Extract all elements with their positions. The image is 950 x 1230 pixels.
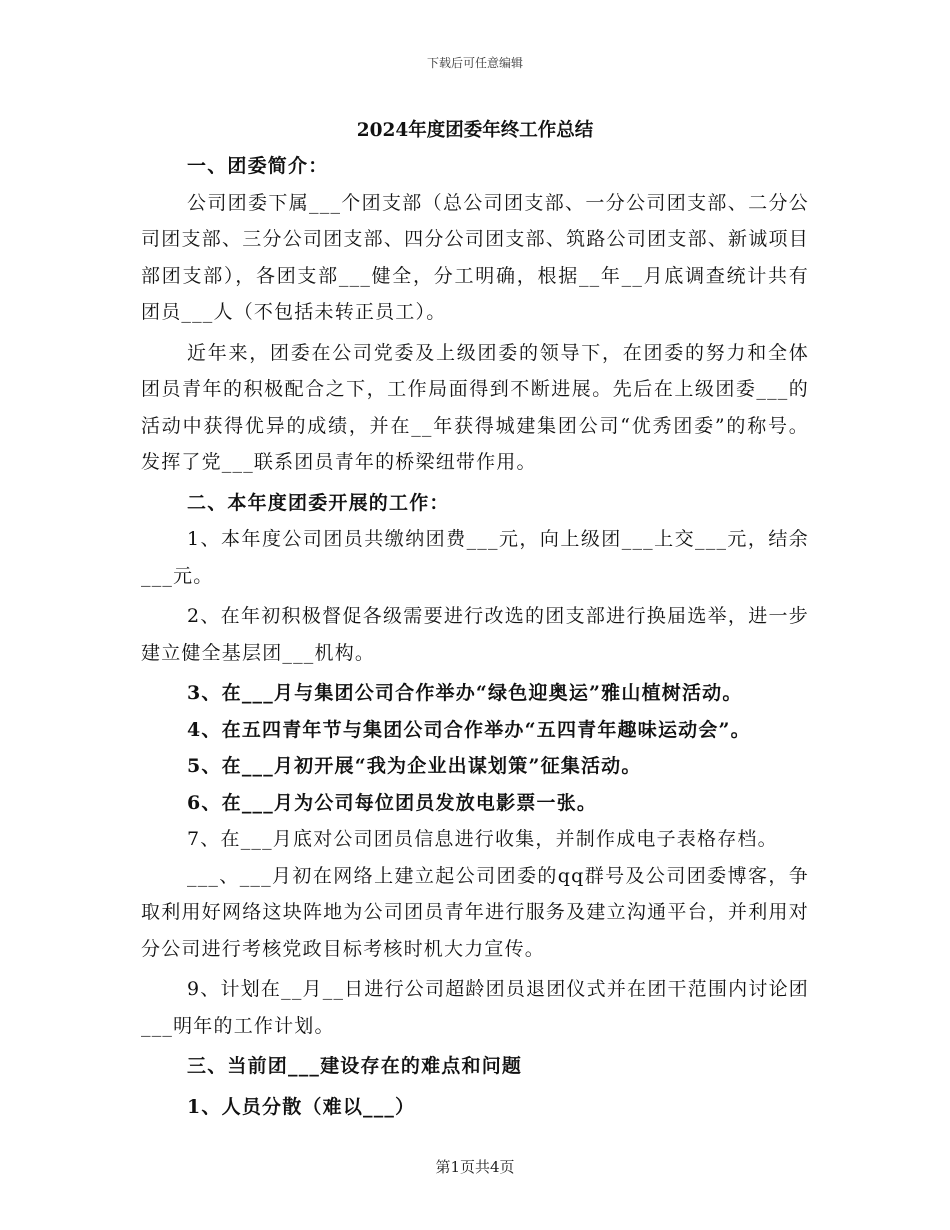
- page-header-note: 下载后可任意编辑: [426, 56, 523, 70]
- list-item-5: 5、在___月初开展“我为企业出谋划策”征集活动。: [187, 755, 642, 777]
- document-title: 2024年度团委年终工作总结: [356, 120, 594, 141]
- document-body: [141, 148, 809, 1125]
- list-item-1: 1、本年度公司团员共缴纳团费___元，向上级团___上交___元，结余___元。: [141, 528, 809, 587]
- section-heading-work: 二、本年度团委开展的工作：: [187, 491, 450, 514]
- list-item-3: 3、在___月与集团公司合作举办“绿色迎奥运”雅山植树活动。: [187, 682, 743, 704]
- paragraph-recent-years: 近年来，团委在公司党委及上级团委的领导下，在团委的努力和全体团员青年的积极配合之下，工作局面得到不断进展。先后在上级团委___的活动中获得优异的成绩，并在__年获得城建集团公司“优秀团委”的称号。发挥了党___联系团员青年的桥梁纽带作用。: [141, 341, 809, 473]
- section-heading-problems: 三、当前团___建设存在的难点和问题: [187, 1055, 523, 1077]
- list-item-6: 6、在___月为公司每位团员发放电影票一张。: [187, 791, 598, 814]
- section-heading-intro: 一、团委简介：: [187, 155, 329, 177]
- paragraph-intro: 公司团委下属___个团支部（总公司团支部、一分公司团支部、二分公司团支部、三分公司团支部、四分公司团支部、筑路公司团支部、新诚项目部团支部），各团支部___健全，分工明确，根据__年__月底调查统计共有团员___人（不包括未转正员工）。: [141, 191, 809, 323]
- problem-item-1: 1、人员分散（难以___）: [187, 1095, 416, 1118]
- list-item-9: 9、计划在__月__日进行公司超龄团员退团仪式并在团干范围内讨论团___明年的工作计划。: [141, 978, 809, 1037]
- page-number: 第1页共4页: [435, 1158, 515, 1176]
- list-item-4: 4、在五四青年节与集团公司合作举办“五四青年趣味运动会”。: [187, 718, 751, 741]
- list-item-2: 2、在年初积极督促各级需要进行改选的团支部进行换届选举，进一步建立健全基层团___机构。: [141, 605, 809, 664]
- list-item-7: 7、在___月底对公司团员信息进行收集，并制作成电子表格存档。: [187, 828, 778, 850]
- list-item-8: ___、___月初在网络上建立起公司团委的qq群号及公司团委博客，争取利用好网络这块阵地为公司团员青年进行服务及建立沟通平台，并利用对分公司进行考核党政目标考核时机大力宣传。: [141, 864, 809, 960]
